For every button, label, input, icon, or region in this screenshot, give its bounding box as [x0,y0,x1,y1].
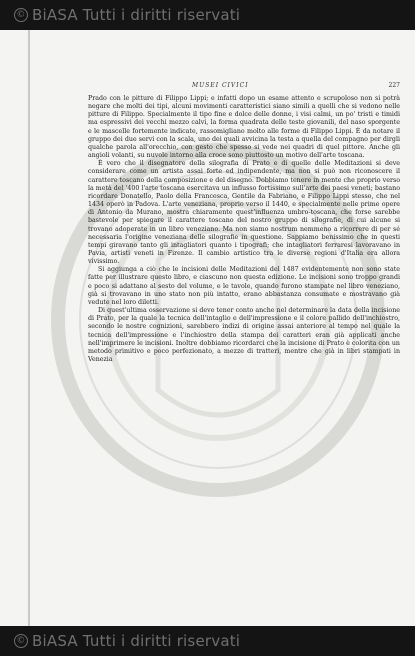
watermark-bottom [14,632,240,650]
watermark-top-text: BiASA Tutti i diritti riservati [32,6,241,24]
page-gutter-line [28,30,30,626]
paragraph-1: Prado con le pitture di Filippo Lippi; e infatti dopo un esame attento e scrupoloso non si potrà negare che molti dei tipi, alcuni movimenti caratteristici siano simili a quelli che si vedono nelle pitture di Filippo. Specialmente il tipo fine e dolce delle donne, i visi calmi, un po' tristi e timidi ma espressivi dei vecchi mezzo calvi, la forma quadrata delle teste giovanili, del naso sporgente e le mascelle fortemente indicate, rassomigliano molto alle forme di Filippo Lippi. È da notare il gruppo dei due servi con la scala, uno dei quali avvicina la testa a quella del compagno per dirgli qualche parola all'orecchio, con gesto che spesso si vede nei quadri di quel pittore. Anche gli angioli volanti, su nuvole intorno alla croce sono piuttosto un motivo dell'arte toscana. [88,95,400,160]
running-head: MUSEI CIVICI [192,82,249,89]
watermark-band-bottom [0,626,415,656]
copyright-icon: © [14,8,28,22]
page-number: 227 [388,82,400,89]
page-header [88,82,400,94]
paragraph-2: È vero che il disegnatore della silografia di Prato e di quelle delle Meditazioni si deve considerare come un artista assai forte ed indipendente, ma non si può non riconoscere il carattere toscano della composizione e del disegno. Dobbiamo tenere in mente che proprio verso la metà del '400 l'arte toscana esercitava un influsso fortissimo sull'arte dei paesi veneti; bastano ricordare Donatello, Paolo della Francesca, Gentile da Fabriano, e Filippo Lippi stesso, che nel 1434 operò in Padova. L'arte veneziana, proprio verso il 1440, e specialmente nelle prime opere di Antonio da Murano, mostra chiaramente quest'influenza umbro-toscana, che forse sarebbe bastevole per spiegare il carattere toscano del nostro gruppo di silografie, di cui alcune si trovano adoperate in un libro veneziano. Ma non siamo nostrum nemmeno a ricorrere di per sé necessaria l'origine veneziana delle silografie in questione. Sappiamo benissimo che in questi tempi giravano tanto gli intagliatori quanto i tipografi; che intagliatori ferraresi lavoravano in Pavia, artisti veneti in Firenze. Il cambio artistico tra le diverse regioni d'Italia era allora vivissimo. [88,160,400,266]
copyright-icon: © [14,634,28,648]
body-text [88,95,400,364]
paragraph-4: Di quest'ultima osservazione si deve tener conto anche nel determinare la data della incisione di Prato, per la quale la tecnica dell'intaglio e dell'impressione e il colore pallido dell'inchiostro, secondo le nostre cognizioni, sarebbero indizi di origine assai anteriore al tempo nel quale la tecnica dell'impressione e l'inchiostro della stampa dei caratteri eran già applicati anche nell'imprimere le incisioni. Inoltre dobbiamo ricordarci che la incisione di Prato è colorita con un metodo primitivo e poco perfezionato, a mezze di tratteri, mentre che già in libri stampati in Venezia [88,307,400,363]
watermark-top [14,6,240,24]
paragraph-3: Si aggiunga a ciò che le incisioni delle Meditazioni del 1487 evidentemente non sono state fatte per illustrare questo libro, e ciascuno non questa edizione. Le incisioni sono troppo grandi e poco si adattano al sesto del volume, e le tavole, quando furono stampate nel libro veneziano, già si trovavano in uno stato non più intatto, erano abbastanza consumate e mostravano già vedute nel loro diletti. [88,266,400,306]
watermark-band-top [0,0,415,30]
watermark-bottom-text: BiASA Tutti i diritti riservati [32,632,241,650]
